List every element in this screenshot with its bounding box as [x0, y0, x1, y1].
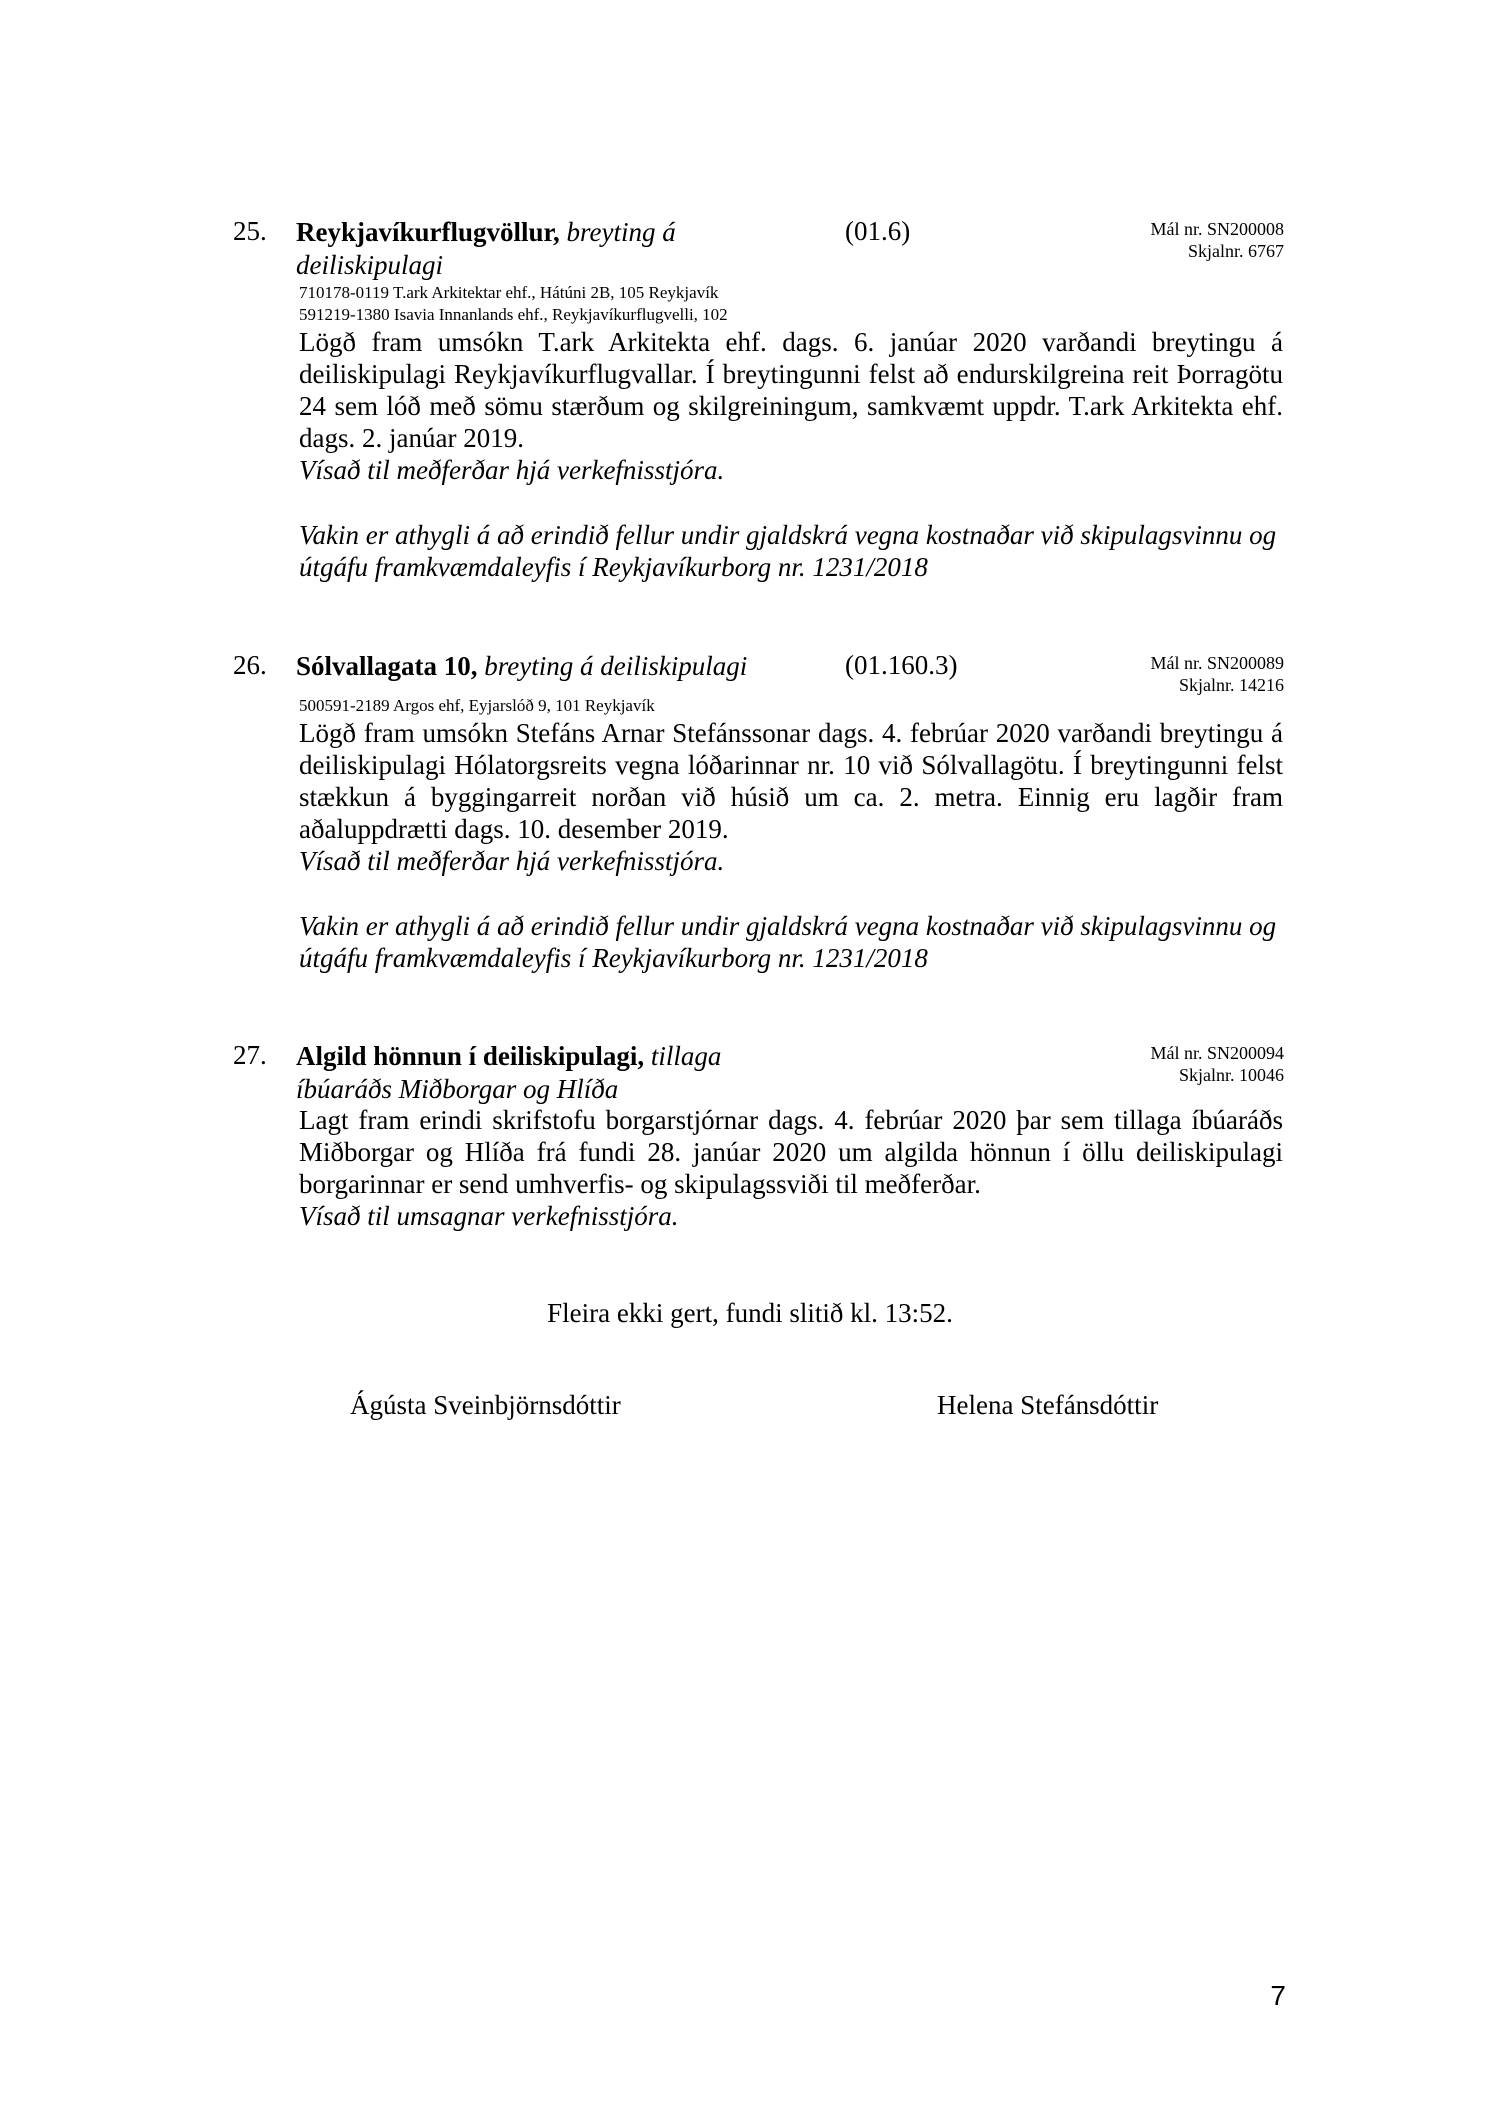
applicant-list [299, 282, 728, 326]
item-decision: Vísað til meðferðar hjá verkefnisstjóra. [299, 846, 725, 876]
item-reference [1150, 652, 1284, 696]
applicant: 591219-1380 Isavia Innanlands ehf., Reykjavíkurflugvelli, 102 [299, 305, 728, 324]
item-title-italic: breyting á [566, 217, 676, 247]
item-code: (01.6) [845, 216, 911, 246]
signature-right: Helena Stefánsdóttir [937, 1390, 1159, 1420]
item-reference [1150, 1042, 1284, 1086]
item-title-bold: Sólvallagata 10, [296, 651, 478, 681]
item-decision: Vísað til umsagnar verkefnisstjóra. [299, 1201, 679, 1231]
item-title [296, 1040, 721, 1106]
item-description: Lagt fram erindi skrifstofu borgarstjórnar dags. 4. febrúar 2020 þar sem tillaga íbúaráðs Miðborgar og Hlíða frá fundi 28. janúar 2020 um algilda hönnun í öllu deiliskipulagi borgarinnar er send umhverfis- og skipulagssviði til meðferðar. [299, 1105, 1283, 1199]
fee-notice: Vakin er athygli á að erindið fellur undir gjaldskrá vegna kostnaðar við skipulagsvinnu og útgáfu framkvæmdaleyfis í Reykjavíkurborg nr. 1231/2018 [299, 911, 1277, 973]
signature-left: Ágústa Sveinbjörnsdóttir [350, 1390, 621, 1420]
case-number: Mál nr. SN200094 [1150, 1043, 1284, 1063]
item-number: 27. [233, 1040, 267, 1070]
item-body [299, 326, 1283, 486]
document-number: Skjalnr. 14216 [1178, 675, 1284, 695]
item-body [299, 1104, 1283, 1232]
item-number: 26. [233, 650, 267, 680]
document-number: Skjalnr. 6767 [1187, 241, 1284, 261]
item-title-bold: Reykjavíkurflugvöllur, [296, 217, 560, 247]
case-number: Mál nr. SN200089 [1150, 653, 1284, 673]
item-description: Lögð fram umsókn Stefáns Arnar Stefánssonar dags. 4. febrúar 2020 varðandi breytingu á deiliskipulagi Hólatorgsreits vegna lóðarinnar nr. 10 við Sólvallagötu. Í breytingunni felst stækkun á byggingarreit norðan við húsið um ca. 2. metra. Einnig eru lagðir fram aðaluppdrætti dags. 10. desember 2019. [299, 718, 1283, 844]
item-reference [1150, 218, 1284, 262]
closing-statement: Fleira ekki gert, fundi slitið kl. 13:52. [547, 1298, 953, 1328]
item-code: (01.160.3) [845, 650, 958, 680]
case-number: Mál nr. SN200008 [1150, 219, 1284, 239]
item-title-italic: breyting á deiliskipulagi [484, 651, 748, 681]
page-number: 7 [1270, 1980, 1286, 2011]
item-title [296, 650, 747, 683]
item-title-bold: Algild hönnun í deiliskipulagi, [296, 1041, 645, 1071]
item-description: Lögð fram umsókn T.ark Arkitekta ehf. dags. 6. janúar 2020 varðandi breytingu á deiliskipulagi Reykjavíkurflugvallar. Í breytingunni felst að endurskilgreina reit Þorragötu 24 sem lóð með sömu stærðum og skilgreiningum, samkvæmt uppdr. T.ark Arkitekta ehf. dags. 2. janúar 2019. [299, 327, 1283, 453]
item-decision: Vísað til meðferðar hjá verkefnisstjóra. [299, 455, 725, 485]
item-body [299, 717, 1283, 877]
item-number: 25. [233, 216, 267, 246]
applicant: 500591-2189 Argos ehf, Eyjarslóð 9, 101 Reykjavík [299, 696, 655, 715]
fee-notice: Vakin er athygli á að erindið fellur undir gjaldskrá vegna kostnaðar við skipulagsvinnu og útgáfu framkvæmdaleyfis í Reykjavíkurborg nr. 1231/2018 [299, 520, 1277, 582]
item-title-italic-cont: íbúaráðs Miðborgar og Hlíða [296, 1074, 619, 1104]
applicant-list [299, 695, 655, 717]
item-title [296, 216, 676, 282]
item-title-italic-cont: deiliskipulagi [296, 250, 443, 280]
item-title-italic: tillaga [650, 1041, 722, 1071]
document-number: Skjalnr. 10046 [1178, 1065, 1284, 1085]
applicant: 710178-0119 T.ark Arkitektar ehf., Hátúni 2B, 105 Reykjavík [299, 283, 719, 302]
